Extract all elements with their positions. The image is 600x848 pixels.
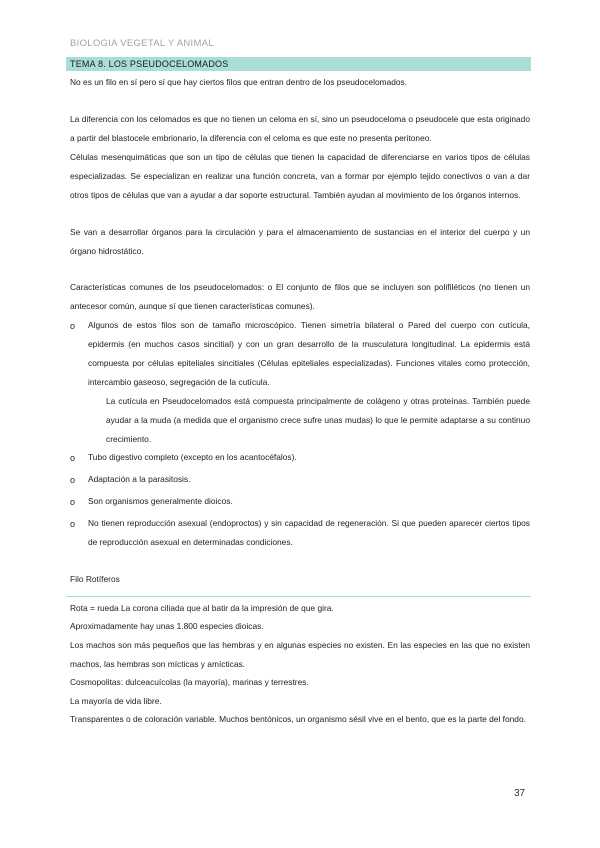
subsection-title: Filo Rotíferos (70, 574, 120, 584)
section-title: TEMA 8. LOS PSEUDOCELOMADOS (70, 59, 229, 69)
bullet-item-1: Algunos de estos filos son de tamaño microscópico. Tienen simetría bilateral o Pared del cuerpo con cutícula, epidermis (en muchos casos sincitial) y con un gran desarrollo de la musculatura longitudinal. La epidermis está compuesta por células epiteliales sincitiales (Células epiteliales especializadas). Funciones vitales como protección, intercambio gaseoso, segregación de la cutícula. (88, 320, 530, 387)
section-divider (66, 596, 531, 597)
bullet-item-5: No tienen reproducción asexual (endoproctos) y sin capacidad de regeneración. Si que pueden aparecer ciertos tipos de reproducción asexual en determinadas condiciones. (88, 518, 530, 547)
bullet-item-3: Adaptación a la parasitosis. (88, 474, 191, 484)
paragraph-celoma: La diferencia con los celomados es que no tienen un celoma en sí, sino un pseudoceloma o pseudocele que esta originado a partir del blastocele embrionario, la diferencia con el celoma es que este no presenta peritoneo. (70, 114, 530, 143)
bullet-marker: o (70, 497, 76, 507)
intro-paragraph: No es un filo en sí pero sí que hay ciertos filos que entran dentro de los pseudocelomados. (70, 77, 408, 87)
rotiferos-line-3: Los machos son más pequeños que las hembras y en algunas especies no existen. En las especies en las que no existen machos, las hembras son mícticas y amícticas. (70, 640, 530, 669)
paragraph-organos: Se van a desarrollar órganos para la circulación y para el almacenamiento de sustancias en el interior del cuerpo y un órgano hidrostático. (70, 227, 530, 256)
running-header: BIOLOGIA VEGETAL Y ANIMAL (70, 38, 214, 49)
bullet-marker: o (70, 519, 76, 529)
rotiferos-line-2: Aproximadamente hay unas 1.800 especies dioicas. (70, 621, 264, 631)
bullet-marker: o (70, 453, 76, 463)
bullet-marker: o (70, 321, 76, 331)
rotiferos-line-6: Transparentes o de coloración variable. Muchos bentónicos, un organismo sésil vive en el bento, que es la parte del fondo. (70, 714, 526, 724)
bullet-item-2: Tubo digestivo completo (excepto en los acantocéfalos). (88, 452, 297, 462)
paragraph-caracteristicas: Características comunes de los pseudocelomados: o El conjunto de filos que se incluyen son polifiléticos (no tienen un antecesor común, aunque sí que tienen características comunes). (70, 282, 530, 311)
rotiferos-line-5: La mayoría de vida libre. (70, 696, 162, 706)
paragraph-mesenquimaticas: Células mesenquimáticas que son un tipo de células que tienen la capacidad de diferenciarse en varios tipos de células especializadas. Se especializan en realizar una función concreta, van a formar por ejemplo tejido conectivos o van a dar otros tipos de células que van a ayudar a dar soporte estructural. También ayudan al movimiento de los órganos internos. (70, 152, 530, 200)
page-number: 37 (514, 788, 526, 799)
bullet-item-1-sub: La cutícula en Pseudocelomados está compuesta principalmente de colágeno y otras proteínas. También puede ayudar a la muda (a medida que el organismo crece sufre unas mudas) lo que le permite adaptarse a su continuo crecimiento. (106, 396, 530, 444)
rotiferos-line-1: Rota = rueda La corona ciliada que al batir da la impresión de que gira. (70, 603, 334, 613)
bullet-marker: o (70, 475, 76, 485)
rotiferos-line-4: Cosmopolitas: dulceacuícolas (la mayoría), marinas y terrestres. (70, 677, 309, 687)
bullet-item-4: Son organismos generalmente dioicos. (88, 496, 233, 506)
